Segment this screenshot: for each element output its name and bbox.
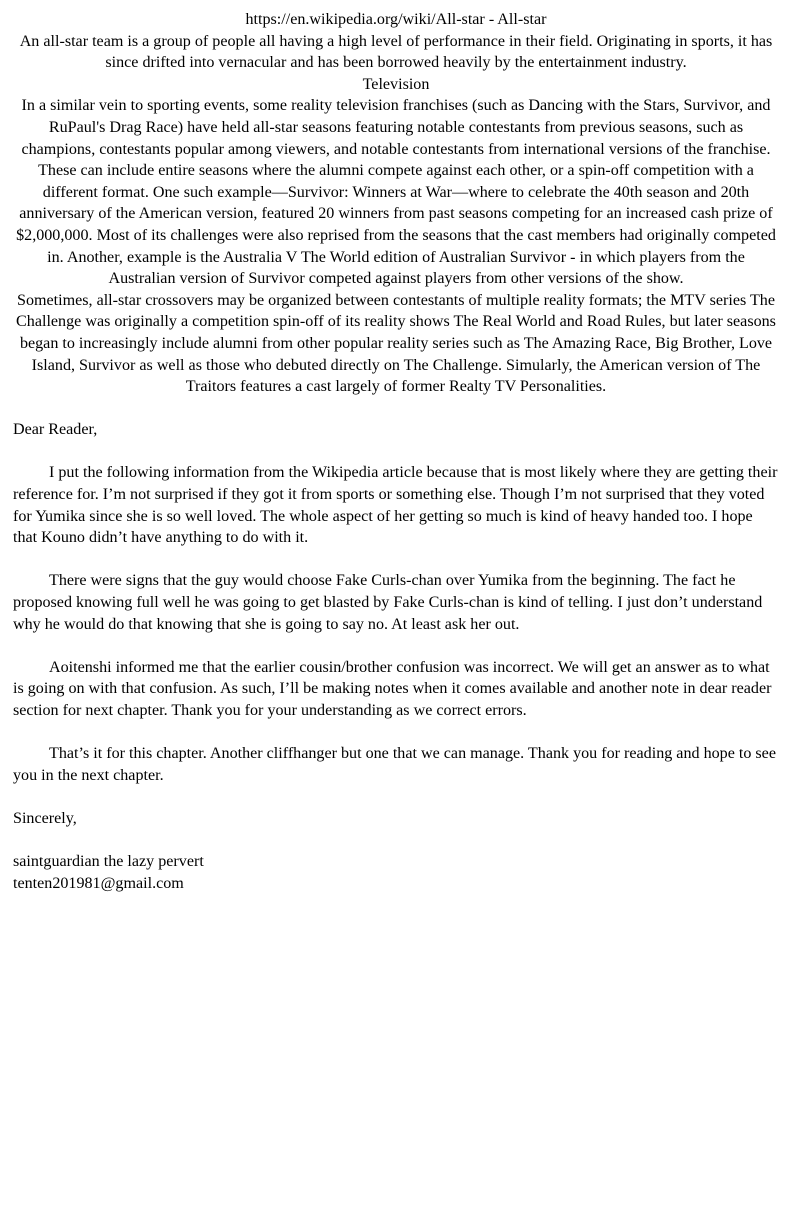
salutation: Dear Reader, xyxy=(13,421,98,439)
source-line: https://en.wikipedia.org/wiki/All-star - All-star xyxy=(245,11,547,28)
letter-paragraph: I put the following information from the Wikipedia article because that is most likely where they are getting their reference for. I’m not surprised if they got it from sports or something else. Though I’m not surprised that they voted for Yumika since she is so well loved. The whole aspect of her getting so much is kind of heavy handed too. I hope that Kouno didn’t have anything to do with it. xyxy=(13,464,778,547)
letter-paragraph: That’s it for this chapter. Another cliffhanger but one that we can manage. Thank you for reading and hope to see you in the next chapter. xyxy=(13,745,776,784)
signature-email: tenten201981@gmail.com xyxy=(13,874,184,892)
section-title: Television xyxy=(362,75,430,93)
reader-letter xyxy=(13,419,779,894)
document-page xyxy=(13,9,779,894)
letter-paragraph: There were signs that the guy would choose Fake Curls-chan over Yumika from the beginning. The fact he proposed knowing full well he was going to get blasted by Fake Curls-chan is kind of telling. I just don’t understand why he would do that knowing that she is going to say no. At least ask her out. xyxy=(13,572,763,633)
wikipedia-excerpt xyxy=(13,9,779,398)
signature-block xyxy=(13,851,779,894)
television-paragraph-1: In a similar vein to sporting events, some reality television franchises (such as Dancing with the Stars, Survivor, and RuPaul's Drag Race) have held all-star seasons featuring notable contestants from previous seasons, such as champions, contestants popular among viewers, and notable contestants from international versions of the franchise. These can include entire seasons where the alumni compete against each other, or a spin-off competition with a different format. One such example—Survivor: Winners at War—where to celebrate the 40th season and 20th anniversary of the American version, featured 20 winners from past seasons competing for an increased cash prize of $2,000,000. Most of its challenges were also reprised from the seasons that the cast members had originally competed in. Another, example is the Australia V The World edition of Australian Survivor - in which players from the Australian version of Survivor competed against players from other versions of the show. xyxy=(16,97,776,288)
closing: Sincerely, xyxy=(13,809,77,827)
intro-paragraph: An all-star team is a group of people all having a high level of performance in their field. Originating in sports, it has since drifted into vernacular and has been borrowed heavily by the entertainment industry. xyxy=(19,32,773,72)
signature-name: saintguardian the lazy pervert xyxy=(13,853,204,871)
letter-paragraph: Aoitenshi informed me that the earlier cousin/brother confusion was incorrect. We will get an answer as to what is going on with that confusion. As such, I’ll be making notes when it comes available and another note in dear reader section for next chapter. Thank you for your understanding as we correct errors. xyxy=(13,658,772,719)
television-paragraph-2: Sometimes, all-star crossovers may be organized between contestants of multiple reality formats; the MTV series The Challenge was originally a competition spin-off of its reality shows The Real World and Road Rules, but later seasons began to increasingly include alumni from other popular reality series such as The Amazing Race, Big Brother, Love Island, Survivor as well as those who debuted directly on The Challenge. Simularly, the American version of The Traitors features a cast largely of former Realty TV Personalities. xyxy=(16,291,776,396)
